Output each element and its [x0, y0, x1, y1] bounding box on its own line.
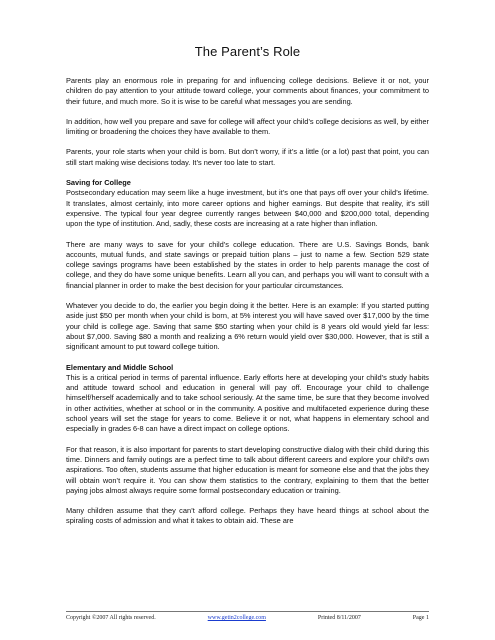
- elementary-paragraph-1: This is a critical period in terms of parental influence. Early efforts here at developing your child’s study habits and attitude toward school and education in general will pay off. Encourage your child to challenge himself/herself academically and to take school seriously. At the same time, be sure that they become involved in other activities, whether at school or in the community. A positive and multifaceted experience during these school years will set the stage for years to come. Believe it or not, what happens in elementary school and especially in grades 6-8 can have a direct impact on college options.: [66, 372, 429, 434]
- elementary-paragraph-3: Many children assume that they can’t afford college. Perhaps they have heard things at school about the spiraling costs of admission and what it takes to obtain aid. These are: [66, 506, 429, 526]
- saving-paragraph-2: There are many ways to save for your child’s college education. There are U.S. Savings Bonds, bank accounts, mutual funds, and state savings or prepaid tuition plans – just to name a few. Section 529 state college savings programs have been established by the states in order to help parents manage the cost of college, and they do have some unique benefits. Learn all you can, and perhaps you will want to consult with a financial planner in order to make the best decision for your particular circumstances.: [66, 239, 429, 290]
- footer-copyright: Copyright ©2007 All rights reserved.: [66, 615, 156, 621]
- section-heading-elementary: Elementary and Middle School: [66, 362, 174, 372]
- elementary-paragraph-2: For that reason, it is also important for parents to start developing constructive dialog with their child during this time. Dinners and family outings are a perfect time to talk about different careers and explore your child’s own aspirations. Too often, students assume that higher education is meant for someone else and that the jobs they will obtain won’t require it. You can show them statistics to the contrary, explaining to them that the better paying jobs almost always require some formal postsecondary education or training.: [66, 444, 429, 495]
- section-heading-saving: Saving for College: [66, 178, 131, 188]
- saving-paragraph-1: Postsecondary education may seem like a huge investment, but it’s one that pays off over your child’s lifetime. It translates, almost certainly, into more career options and higher earnings. But despite that reality, it’s still expensive. The typical four year degree currently ranges between $40,000 and $200,000 total, depending upon the type of institution. And, sadly, these costs are increasing at a rate higher than inflation.: [66, 188, 429, 229]
- intro-paragraph-3: Parents, your role starts when your child is born. But don’t worry, if it’s a little (or a lot) past that point, you can still start making wise decisions today. It’s never too late to start.: [66, 147, 429, 167]
- footer-website-link[interactable]: www.getin2college.com: [207, 615, 266, 621]
- saving-paragraph-3: Whatever you decide to do, the earlier you begin doing it the better. Here is an example: If you started putting aside just $50 per month when your child is born, at 5% interest you will have saved over $17,000 by the time your child is college age. Saving that same $50 starting when your child is 8 years old would yield far less: about $7,000. Saving $80 a month and realizing a 6% return would yield over $30,000. However, that is still a significant amount to put toward college tuition.: [66, 301, 429, 352]
- page-footer: [66, 611, 429, 621]
- intro-paragraph-1: Parents play an enormous role in preparing for and influencing college decisions. Believe it or not, your children do pay attention to your attitude toward college, your comments about finances, your commitment to their future, and much more. So it is wise to be careful what messages you are sending.: [66, 76, 429, 106]
- footer-printed-date: Printed 8/11/2007: [317, 615, 361, 621]
- intro-paragraph-2: In addition, how well you prepare and save for college will affect your child’s college decisions as well, by either limiting or broadening the choices they have available to them.: [66, 116, 429, 137]
- page-title: The Parent’s Role: [194, 44, 301, 59]
- footer-page-number: Page 1: [412, 615, 429, 621]
